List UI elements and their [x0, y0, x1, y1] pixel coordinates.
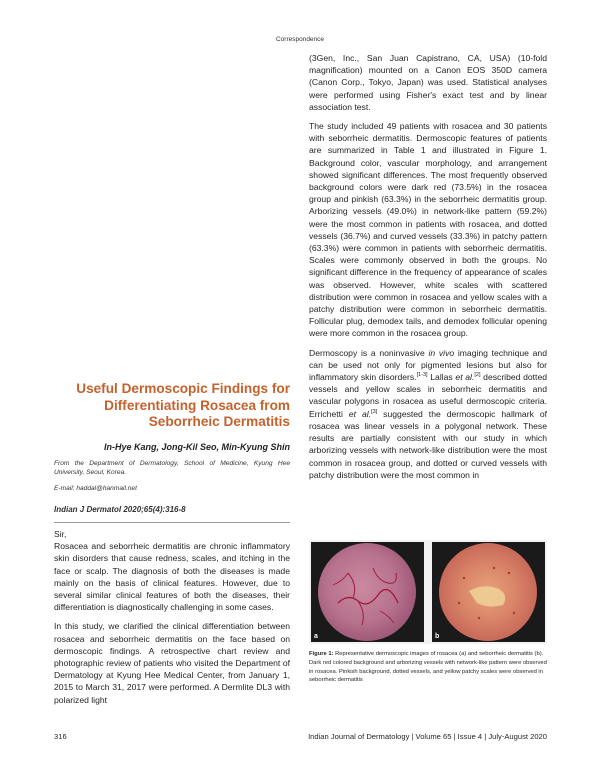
paragraph: In this study, we clarified the clinical differentiation between rosacea and seborrheic dermatitis on the face based on dermoscopic findings. A retrospective chart review and photographic review of patients who visited the Department of Dermatology at Kyung Hee Medical Center, from January 1, 2015 to March 31, 2017 were performed. A Dermlite DL3 with polarized light — [54, 621, 290, 705]
paragraph: Dermoscopy is a noninvasive in vivo imaging technique and can be used not only for pigmented lesions but also for inflammatory skin disorders.[1-3] Lallas et al.[2] described dotted vessels and yellow scales in seborrheic dermatitis and vascular polygons in rosacea as useful dermoscopic criteria. Errichetti et al.[3] suggested the dermoscopic hallmark of rosacea was linear vessels in a polygonal network. These results are partially consistent with our study in which arborizing vessels with network-like distribution were the most common in rosacea group, and dotted or curved vessels with patchy distribution were the most common in — [309, 347, 548, 480]
author-email: E-mail: haddal@hanmail.net — [54, 484, 137, 492]
section-header: Correspondence — [275, 36, 325, 43]
author-affiliation: From the Department of Dermatology, School of Medicine, Kyung Hee University, Seoul, Korea. — [54, 459, 290, 476]
panel-label: b — [435, 633, 440, 640]
divider — [54, 522, 290, 523]
reference: [3] — [371, 408, 378, 415]
reference: [1-3] — [416, 372, 428, 379]
paragraph: Rosacea and seborrheic dermatitis are chronic inflammatory skin disorders that cause redness, scales, and itching in the face or scalp. The diagnosis of both the diseases is made mainly on the basis of clinical features. However, due to several similar clinical features of both the diseases, their differentiation is diagnostically challenging in some cases. — [54, 541, 290, 613]
vessel-pattern — [318, 543, 416, 641]
paragraph: (3Gen, Inc., San Juan Capistrano, CA, USA) (10-fold magnification) mounted on a Canon EOS 350D camera (Canon Corp., Tokyo, Japan) was used. Statistical analyses were performed using Fisher's exact test and by linear association test. — [309, 53, 547, 112]
dermoscopy-image-rosacea — [311, 542, 424, 642]
page-number: 316 — [54, 732, 67, 741]
panel-label: a — [314, 633, 318, 640]
salutation: Sir, — [54, 528, 67, 539]
left-column — [54, 381, 290, 713]
right-column — [309, 52, 547, 488]
journal-info: Indian Journal of Dermatology | Volume 65 | Issue 4 | July-August 2020 — [308, 732, 547, 741]
figure-1 — [309, 540, 547, 644]
figure-caption: Figure 1: Representative dermoscopic images of rosacea (a) and seborrheic dermatitis (b). Dark red colored background and arborizing vessels with network-like pattern were observed in rosacea. Pinkish background, dotted vessels, and yellow patchy scales were observed in seborrheic dermatitis — [309, 651, 547, 684]
scale-pattern — [439, 543, 537, 641]
article-authors: In-Hye Kang, Jong-Kil Seo, Min-Kyung Shin — [104, 441, 290, 452]
dermoscopy-image-seborrheic — [432, 542, 545, 642]
reference: [2] — [474, 372, 481, 379]
article-citation: Indian J Dermatol 2020;65(4):316-8 — [54, 504, 186, 514]
article-title: Useful Dermoscopic Findings for Differentiating Rosacea from Seborrheic Dermatitis — [76, 381, 290, 429]
paragraph: The study included 49 patients with rosacea and 30 patients with seborrheic dermatitis. Dermoscopic features of patients are summarized in Table 1 and illustrated in Figure 1. Background color, vascular morphology, and arrangement showed significant differences. The most frequently observed background colors were dark red (73.5%) in the rosacea group and pinkish (63.3%) in the seborrheic dermatitis group. Arborizing vessels (49.0%) in network-like pattern (59.2%) were the most common in patients with rosacea, and dotted vessels (36.7%) and curved vessels (33.3%) in patchy pattern (63.3%) were common in patients with seborrheic dermatitis. Scales were commonly observed in both the groups. No significant difference in the frequency of appearance of scales was observed. However, white scales with scattered distribution were common in rosacea and yellow scales with a patchy distribution were common in seborrheic dermatitis. Follicular plug, demodex tails, and demodex follicular opening were more common in the rosacea group. — [309, 121, 547, 339]
